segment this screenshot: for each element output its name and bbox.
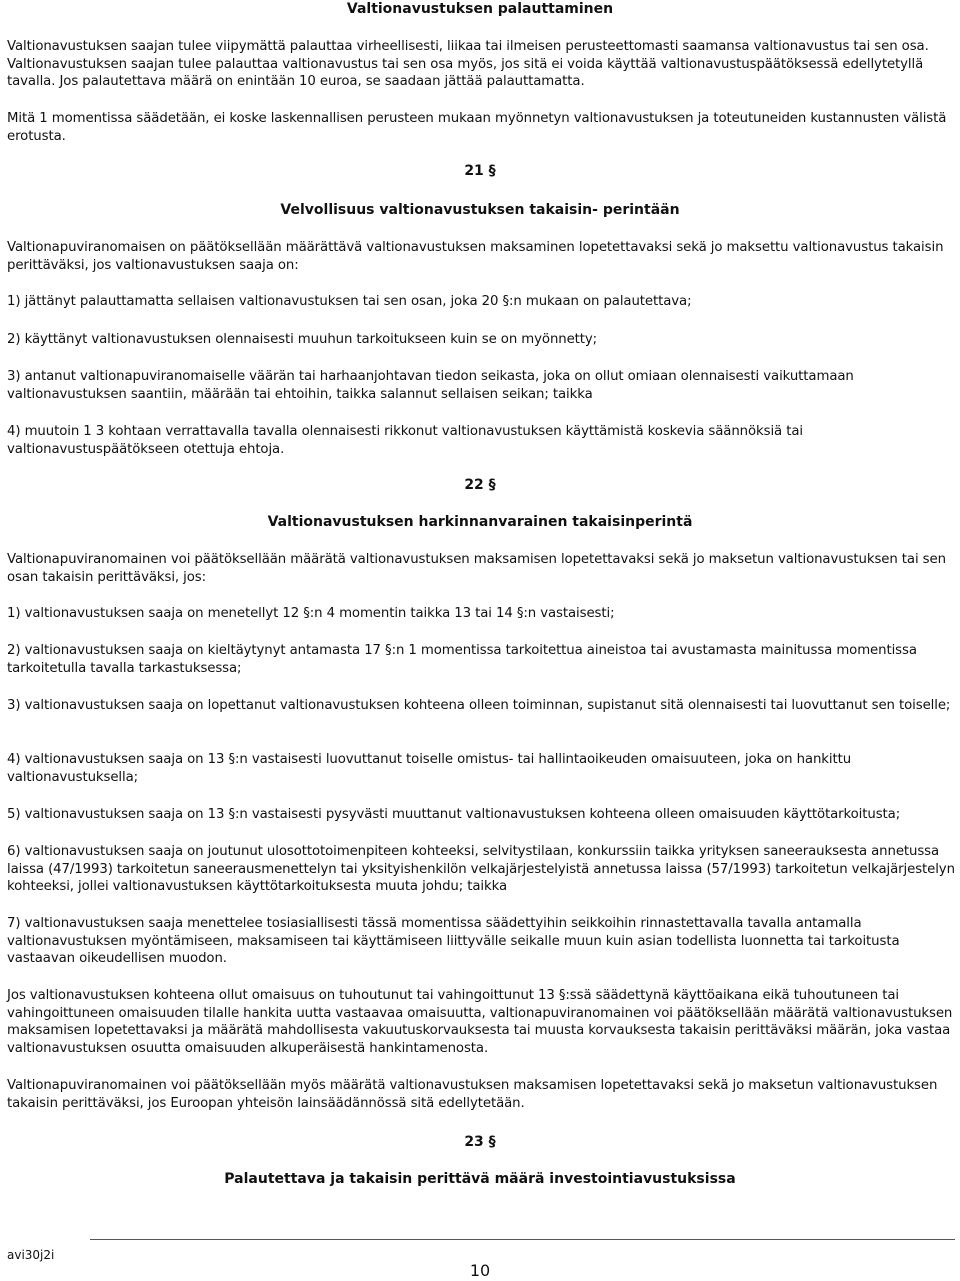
section-21-paragraph-3: 2) käyttänyt valtionavustuksen olennaisesti muuhun tarkoitukseen kuin se on myönnetty; — [7, 332, 598, 347]
section-21-paragraph-4: 3) antanut valtionapuviranomaiselle väärän tai harhaanjohtavan tiedon seikasta, joka on ollut omiaan olennaisesti vaikuttamaan valtionavustuksen saantiin, määrään tai ehtoihin, taikka salannut sellaisen seikan; taikka — [7, 369, 854, 402]
section-21-paragraph-2: 1) jättänyt palauttamatta sellaisen valtionavustuksen tai sen osan, joka 20 §:n mukaan on palautettava; — [7, 294, 692, 309]
section-22-paragraph-2: 1) valtionavustuksen saaja on menetellyt 12 §:n 4 momentin taikka 13 tai 14 §:n vastaisesti; — [7, 606, 615, 621]
section-21-paragraph-1: Valtionapuviranomaisen on päätöksellään määrättävä valtionavustuksen maksaminen lopetettavaksi sekä jo maksettu valtionavustus takaisin perittäväksi, jos valtionavustuksen saaja on: — [7, 240, 944, 273]
section-22-paragraph-8: 7) valtionavustuksen saaja menettelee tosiasiallisesti tässä momentissa säädettyihin seikkoihin rinnastettavalla tavalla antamalla valtionavustuksen myöntämiseen, maksamiseen tai käyttämiseen liittyvälle seikalle muun kuin asian todellista luonnetta tai tarkoitusta vastaavan oikeudellisen muodon. — [7, 916, 900, 966]
footer-divider — [90, 1239, 955, 1240]
intro-paragraph-1: Valtionavustuksen saajan tulee viipymättä palauttaa virheellisesti, liikaa tai ilmeisen perusteettomasti saamansa valtionavustus tai sen osa. Valtionavustuksen saajan tulee palauttaa valtionavustus tai sen osa myös, jos sitä ei voida käyttää valtionavustuspäätöksessä edellytetyllä tavalla. Jos palautettava määrä on enintään 10 euroa, se saadaan jättää palauttamatta. — [7, 39, 929, 89]
section-21-heading: Velvollisuus valtionavustuksen takaisin- perintään — [280, 202, 680, 218]
footer-document-code: avi30j2i — [7, 1248, 55, 1262]
section-21-number: 21 § — [464, 163, 496, 179]
section-22-paragraph-3: 2) valtionavustuksen saaja on kieltäytynyt antamasta 17 §:n 1 momentissa tarkoitettua aineistoa tai avustamasta mainitussa momentissa tarkoitetulla tavalla tarkastuksessa; — [7, 643, 917, 676]
section-22-heading: Valtionavustuksen harkinnanvarainen takaisinperintä — [267, 514, 693, 530]
section-22-paragraph-6: 5) valtionavustuksen saaja on 13 §:n vastaisesti pysyvästi muuttanut valtionavustuksen kohteena olleen omaisuuden käyttötarkoitusta; — [7, 807, 901, 822]
page-number: 10 — [469, 1261, 491, 1280]
section-22-paragraph-7: 6) valtionavustuksen saaja on joutunut ulosottotoimenpiteen kohteeksi, selvitystilaan, konkurssiin taikka yrityksen saneerauksesta annetussa laissa (47/1993) tarkoitetun saneerausmenettelyn tai yksityishenkilön velkajärjestelyistä annetussa laissa (57/1993) tarkoitetun velkajärjestelyn kohteeksi, jollei valtionavustuksen käyttötarkoituksesta muuta johdu; taikka — [7, 844, 955, 894]
section-23-heading: Palautettava ja takaisin perittävä määrä investointiavustuksissa — [224, 1171, 736, 1187]
document-title: Valtionavustuksen palauttaminen — [346, 1, 614, 17]
section-23-number: 23 § — [464, 1134, 496, 1150]
section-22-paragraph-10: Valtionapuviranomainen voi päätöksellään myös määrätä valtionavustuksen maksamisen lopetettavaksi sekä jo maksetun valtionavustuksen takaisin perittäväksi, jos Euroopan yhteisön lainsäädännössä sitä edellytetään. — [7, 1078, 938, 1111]
section-22-paragraph-5: 4) valtionavustuksen saaja on 13 §:n vastaisesti luovuttanut toiselle omistus- tai hallintaoikeuden omaisuuteen, joka on hankittu valtionavustuksella; — [7, 752, 852, 785]
section-22-paragraph-4: 3) valtionavustuksen saaja on lopettanut valtionavustuksen kohteena olleen toiminnan, supistanut sitä olennaisesti tai luovuttanut sen toiselle; — [7, 698, 951, 713]
section-22-number: 22 § — [464, 477, 496, 493]
section-21-paragraph-5: 4) muutoin 1 3 kohtaan verrattavalla tavalla olennaisesti rikkonut valtionavustuksen käyttämistä koskevia säännöksiä tai valtionavustuspäätökseen otettuja ehtoja. — [7, 424, 803, 457]
intro-paragraph-2: Mitä 1 momentissa säädetään, ei koske laskennallisen perusteen mukaan myönnetyn valtionavustuksen ja toteutuneiden kustannusten välistä erotusta. — [7, 111, 947, 144]
section-22-paragraph-9: Jos valtionavustuksen kohteena ollut omaisuus on tuhoutunut tai vahingoittunut 13 §:ssä säädettynä käyttöaikana eikä tuhoutuneen tai vahingoittuneen omaisuuden tilalle hankita uutta vastaavaa omaisuutta, valtionapuviranomainen voi päätöksellään määrätä valtionavustuksen maksamisen lopetettavaksi ja määrätä mahdollisesta vakuutuskorvauksesta tai muusta korvauksesta takaisin perittäväksi määrän, joka vastaa valtionavustuksen osuutta omaisuuden alkuperäisestä hankintamenosta. — [7, 988, 953, 1056]
section-22-paragraph-1: Valtionapuviranomainen voi päätöksellään määrätä valtionavustuksen maksamisen lopetettavaksi sekä jo maksetun valtionavustuksen tai sen osan takaisin perittäväksi, jos: — [7, 552, 946, 585]
